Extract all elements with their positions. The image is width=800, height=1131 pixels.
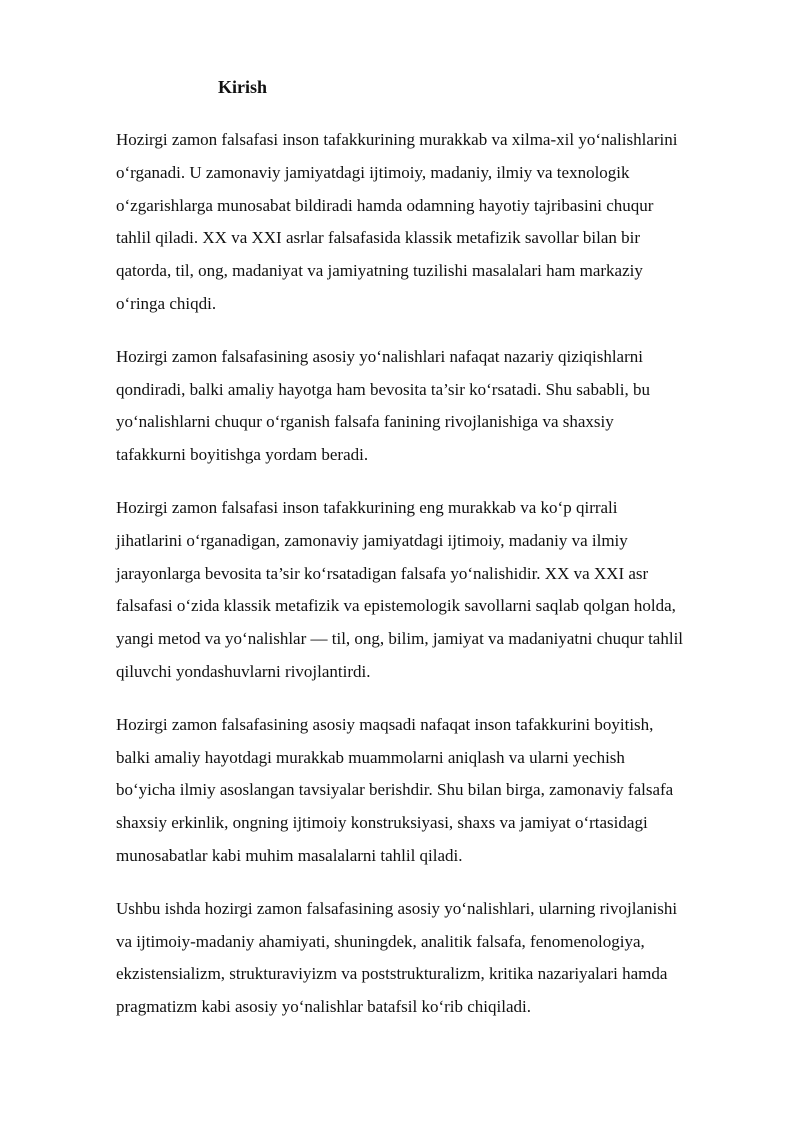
paragraph-line: Hozirgi zamon falsafasi inson tafakkurining murakkab va xilma-xil yo‘nalishlarini	[116, 130, 678, 149]
paragraph-2	[116, 341, 756, 472]
paragraph-line: tafakkurni boyitishga yordam beradi.	[116, 445, 369, 465]
paragraph-line: bo‘yicha ilmiy asoslangan tavsiyalar berishdir. Shu bilan birga, zamonaviy falsafa	[116, 780, 674, 800]
paragraph-line: shaxsiy erkinlik, ongning ijtimoiy konstruksiyasi, shaxs va jamiyat o‘rtasidagi	[116, 813, 648, 833]
paragraph-line: qiluvchi yondashuvlarni rivojlantirdi.	[116, 661, 371, 681]
section-title: Kirish	[218, 77, 268, 97]
paragraph-4	[116, 709, 756, 873]
paragraph-line: yo‘nalishlarni chuqur o‘rganish falsafa fanining rivojlanishiga va shaxsiy	[116, 412, 614, 432]
paragraph-line: munosabatlar kabi muhim masalalarni tahlil qiladi.	[116, 845, 463, 865]
paragraph-5	[116, 893, 756, 1024]
paragraph-3	[116, 492, 756, 689]
paragraph-line: ekzistensializm, strukturaviyizm va poststrukturalizm, kritika nazariyalari hamda	[116, 964, 668, 984]
paragraph-line: falsafasi o‘zida klassik metafizik va epistemologik savollarni saqlab qolgan holda,	[116, 596, 676, 616]
paragraph-line: yangi metod va yo‘nalishlar — til, ong, bilim, jamiyat va madaniyatni chuqur tahlil	[116, 629, 684, 649]
paragraph-line: Hozirgi zamon falsafasining asosiy yo‘nalishlari nafaqat nazariy qiziqishlarni	[116, 346, 643, 366]
paragraph-line: tahlil qiladi. XX va XXI asrlar falsafasida klassik metafizik savollar bilan bir	[116, 228, 641, 248]
paragraph-line: qondiradi, balki amaliy hayotga ham bevosita ta’sir ko‘rsatadi. Shu sababli, bu	[116, 379, 650, 399]
paragraph-line: qatorda, til, ong, madaniyat va jamiyatning tuzilishi masalalari ham markaziy	[116, 261, 643, 281]
paragraph-line: jarayonlarga bevosita ta’sir ko‘rsatadigan falsafa yo‘nalishidir. XX va XXI asr	[116, 563, 649, 583]
paragraph-line: Hozirgi zamon falsafasi inson tafakkurining eng murakkab va ko‘p qirrali	[116, 497, 618, 517]
paragraph-line: o‘rganadi. U zamonaviy jamiyatdagi ijtimoiy, madaniy, ilmiy va texnologik	[116, 162, 630, 182]
paragraph-line: Ushbu ishda hozirgi zamon falsafasining asosiy yo‘nalishlari, ularning rivojlanishi	[116, 898, 678, 918]
paragraph-line: o‘zgarishlarga munosabat bildiradi hamda odamning hayotiy tajribasini chuqur	[116, 195, 654, 215]
paragraph-line: pragmatizm kabi asosiy yo‘nalishlar batafsil ko‘rib chiqiladi.	[116, 997, 531, 1017]
paragraph-line: jihatlarini o‘rganadigan, zamonaviy jamiyatdagi ijtimoiy, madaniy va ilmiy	[116, 530, 628, 550]
paragraph-line: Hozirgi zamon falsafasining asosiy maqsadi nafaqat inson tafakkurini boyitish,	[116, 714, 654, 734]
paragraph-1	[116, 124, 756, 321]
paragraph-line: va ijtimoiy-madaniy ahamiyati, shuningdek, analitik falsafa, fenomenologiya,	[116, 931, 645, 951]
document-body	[116, 124, 756, 1044]
paragraph-line: o‘ringa chiqdi.	[116, 293, 217, 313]
paragraph-line: balki amaliy hayotdagi murakkab muammolarni aniqlash va ularni yechish	[116, 747, 625, 767]
